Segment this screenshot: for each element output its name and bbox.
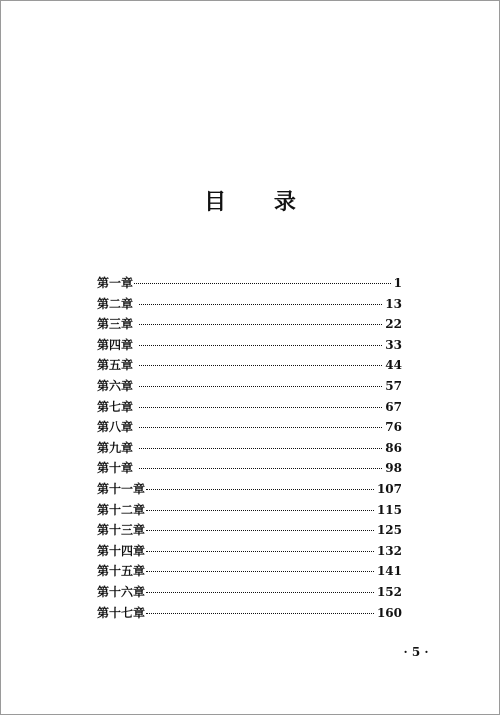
dot-leader [146, 613, 374, 614]
toc-entry[interactable] [97, 315, 402, 336]
toc-chapter-label: 第四章 [97, 337, 134, 352]
dot-leader [134, 283, 391, 284]
toc-page-number: 132 [376, 543, 402, 558]
toc-entry[interactable] [97, 542, 402, 563]
toc-chapter-label: 第一章 [97, 276, 134, 290]
toc-page-number: 1 [393, 276, 402, 290]
toc-page-number: 33 [385, 337, 402, 352]
toc-entry[interactable] [97, 583, 402, 604]
toc-entry[interactable] [97, 418, 402, 439]
toc-page-number: 152 [376, 584, 402, 599]
toc-page-number: 67 [385, 399, 402, 414]
toc-entry[interactable] [97, 398, 402, 419]
dot-leader [139, 407, 382, 408]
toc-chapter-label: 第九章 [97, 440, 134, 455]
toc-page-number: 98 [385, 461, 402, 476]
toc-chapter-label: 第七章 [97, 399, 134, 414]
toc-entry[interactable] [97, 562, 402, 583]
toc-page-number: 22 [385, 317, 402, 332]
toc-chapter-label: 第二章 [97, 296, 134, 311]
dot-leader [139, 448, 382, 449]
toc-entry[interactable] [97, 356, 402, 377]
toc-entry[interactable] [97, 459, 402, 480]
dot-leader [146, 571, 374, 572]
toc-entry[interactable] [97, 274, 402, 295]
toc-page-number: 160 [376, 605, 402, 620]
toc-page-number: 86 [385, 440, 402, 455]
toc-page-number: 141 [376, 564, 402, 579]
toc-chapter-label: 第十一章 [97, 481, 146, 496]
page-number: · 5 · [403, 645, 429, 659]
dot-leader [146, 510, 374, 511]
toc-chapter-label: 第十章 [97, 461, 134, 476]
dot-leader [139, 365, 382, 366]
dot-leader [146, 530, 374, 531]
toc-page-number: 115 [376, 502, 402, 517]
toc-entry[interactable] [97, 521, 402, 542]
toc-page-number: 44 [385, 358, 402, 373]
dot-leader [146, 592, 374, 593]
toc-chapter-label: 第十五章 [97, 564, 146, 579]
toc-chapter-label: 第十四章 [97, 543, 146, 558]
dot-leader [146, 551, 374, 552]
toc-chapter-label: 第三章 [97, 317, 134, 332]
toc-chapter-label: 第十七章 [97, 605, 146, 620]
toc-page-number: 107 [376, 481, 402, 496]
dot-leader [146, 489, 374, 490]
dot-leader [139, 468, 382, 469]
toc-entry[interactable] [97, 377, 402, 398]
toc-chapter-label: 第六章 [97, 378, 134, 393]
toc-entry[interactable] [97, 295, 402, 316]
toc-title: 目 录 [204, 189, 316, 215]
toc-entry[interactable] [97, 480, 402, 501]
toc-chapter-label: 第十三章 [97, 523, 146, 538]
toc-page-number: 13 [385, 296, 402, 311]
toc-page-number: 76 [385, 420, 402, 435]
dot-leader [139, 386, 382, 387]
toc-page-number: 57 [385, 378, 402, 393]
toc-chapter-label: 第八章 [97, 420, 134, 435]
dot-leader [139, 304, 382, 305]
toc-entry[interactable] [97, 336, 402, 357]
toc-entry[interactable] [97, 439, 402, 460]
dot-leader [139, 427, 382, 428]
toc-entry[interactable] [97, 604, 402, 625]
toc-page-number: 125 [376, 523, 402, 538]
toc-chapter-label: 第十二章 [97, 502, 146, 517]
toc-entry[interactable] [97, 501, 402, 522]
toc-chapter-label: 第十六章 [97, 584, 146, 599]
dot-leader [139, 345, 382, 346]
toc-list [97, 274, 402, 624]
toc-chapter-label: 第五章 [97, 358, 134, 373]
dot-leader [139, 324, 382, 325]
